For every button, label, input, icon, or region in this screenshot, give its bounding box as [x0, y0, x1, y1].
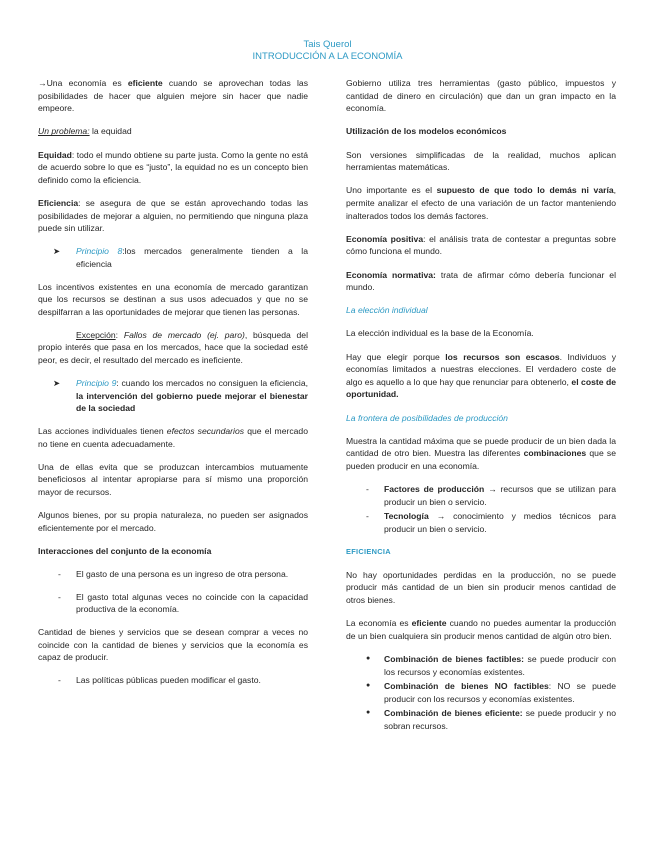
heading-models: Utilización de los modelos económicos	[346, 126, 507, 137]
bullet-efficient: ● Combinación de bienes eficiente: se puede producir y no sobran recursos.	[366, 708, 616, 731]
arrow-icon: →	[488, 484, 497, 495]
heading-interactions: Interacciones del conjunto de la economía	[38, 545, 212, 556]
paragraph-problem: Un problema: la equidad	[38, 126, 132, 137]
paragraph-ppf: Muestra la cantidad máxima que se puede producir de un bien dada la cantidad de otro bien. Muestra las diferentes combinaciones que se pueden producir en una economía.	[346, 435, 616, 471]
dash-item-technology: - Tecnología → conocimiento y medios técnicos para producir un bien o servicio.	[366, 511, 616, 534]
dash-marker: -	[366, 511, 369, 522]
dash-marker: -	[58, 569, 61, 580]
paragraph-quantity: Cantidad de bienes y servicios que se desean comprar a veces no coincide con la cantidad de bienes y servicios que la economía es capaz de producir.	[38, 626, 308, 663]
arrowhead-bullet-icon: ➤	[53, 246, 61, 257]
dash-item-factors: - Factores de producción → recursos que se utilizan para producir un bien o servicio.	[366, 484, 616, 507]
paragraph-side-effects: Las acciones individuales tienen efectos secundarios que el mercado no tiene en cuenta adecuadamente.	[38, 426, 308, 449]
dash-marker: -	[366, 484, 369, 495]
arrow-icon: →	[38, 78, 47, 88]
paragraph-positive-economics: Economía positiva: el análisis trata de contestar a preguntas sobre cómo funciona el mundo.	[346, 233, 616, 257]
author-name: Tais Querol	[303, 39, 352, 50]
paragraph-efficient-economy: La economía es eficiente cuando no puedes aumentar la producción de un bien cualquiera sin producir menos cantidad de algún otro bien.	[346, 618, 617, 641]
bullet-principle-9: ➤ Principio 9: cuando los mercados no consiguen la eficiencia, la intervención del gobierno puede mejorar el bienestar de la sociedad	[53, 378, 309, 414]
bullet-feasible: ● Combinación de bienes factibles: se puede producir con los recursos y economías existentes.	[366, 653, 616, 677]
section-ppf: La frontera de posibilidades de producción	[346, 412, 508, 423]
dot-bullet-icon: ●	[366, 654, 371, 662]
document-title: INTRODUCCIÓN A LA ECONOMÍA	[252, 51, 403, 62]
paragraph-scarcity: Hay que elegir porque los recursos son escasos. Individuos y economías limitados a nuestras elecciones. El verdadero coste de algo es aquello a lo que hay que renunciar para obtenerlo, el coste de oportunidad.	[346, 351, 616, 400]
paragraph-efficiency: Eficiencia: se asegura de que se están aprovechando todas las posibilidades de mejorar a alguien, no permitiendo que ninguna plaza puede sin utilizar.	[38, 197, 308, 234]
bullet-principle-8: ➤ Principio 8:los mercados generalmente tienden a la eficiencia	[53, 246, 309, 269]
paragraph-government-tools: Gobierno utiliza tres herramientas (gasto público, impuestos y cantidad de dinero en circulación) que dan un gran impacto en la economía.	[346, 78, 616, 114]
page-header	[0, 39, 655, 63]
paragraph-models-versions: Son versiones simplificadas de la realidad, muchos aplican herramientas matemáticas.	[346, 149, 616, 173]
section-efficiency: EFICIENCIA	[346, 546, 391, 556]
paragraph-incentives: Los incentivos existentes en una economía de mercado garantizan que los recursos se destinan a sus usos adecuados y que no se despilfarran a las oportunidades de mejorar que tienen las personas.	[38, 281, 308, 317]
arrowhead-bullet-icon: ➤	[53, 378, 61, 389]
right-column	[346, 77, 616, 734]
paragraph-goods: Algunos bienes, por su propia naturaleza, no pueden ser asignados eficientemente por el mercado.	[38, 510, 308, 533]
dash-item-spending: - El gasto de una persona es un ingreso de otra persona.	[58, 569, 289, 580]
dash-marker: -	[58, 591, 61, 602]
dash-item-policies: - Las políticas públicas pueden modificar el gasto.	[58, 675, 261, 686]
dot-bullet-icon: ●	[366, 682, 371, 690]
paragraph-no-lost-opportunities: No hay oportunidades perdidas en la producción, no se puede producir más cantidad de un bien sin producir menos cantidad de otros bienes.	[346, 569, 616, 605]
dot-bullet-icon: ●	[366, 709, 371, 717]
bullet-not-feasible: ● Combinación de bienes NO factibles: NO se puede producir con los recursos y economías existentes.	[366, 681, 616, 704]
paragraph-efficient-economy: →Una economía es eficiente cuando se aprovechan todas las posibilidades de hacer que alguien mejore sin hacer que nadie empeore.	[38, 78, 308, 114]
left-column	[38, 77, 308, 697]
dash-marker: -	[58, 675, 61, 686]
section-individual-choice: La elección individual	[346, 305, 428, 316]
paragraph-equity: Equidad: todo el mundo obtiene su parte justa. Como la gente no está de acuerdo sobre lo que es “justo”, la equidad no es un concepto bien definido como la eficiencia.	[38, 149, 308, 185]
paragraph-normative-economics: Economía normativa: trata de afirmar cómo debería funcionar el mundo.	[346, 269, 616, 293]
dash-item-total-spending: - El gasto total algunas veces no coincide con la capacidad productiva de la economía.	[58, 591, 308, 615]
paragraph-exchanges: Una de ellas evita que se produzcan intercambios mutuamente beneficiosos al intentar apropiarse para sí mismo una proporción mayor de recursos.	[38, 461, 308, 497]
paragraph-individual-choice: La elección individual es la base de la Economía.	[346, 328, 534, 339]
paragraph-exception: Excepción: Fallos de mercado (ej. paro), búsqueda del propio interés que pasa en los mercados, hace que la sociedad esté peor, es decir, el resultado del mercado es ineficiente.	[38, 329, 308, 366]
paragraph-ceteris-paribus: Uno importante es el supuesto de que todo lo demás ni varía, permite analizar el efecto de una variación de un factor manteniendo inalterados todos los demás factores.	[346, 185, 617, 221]
